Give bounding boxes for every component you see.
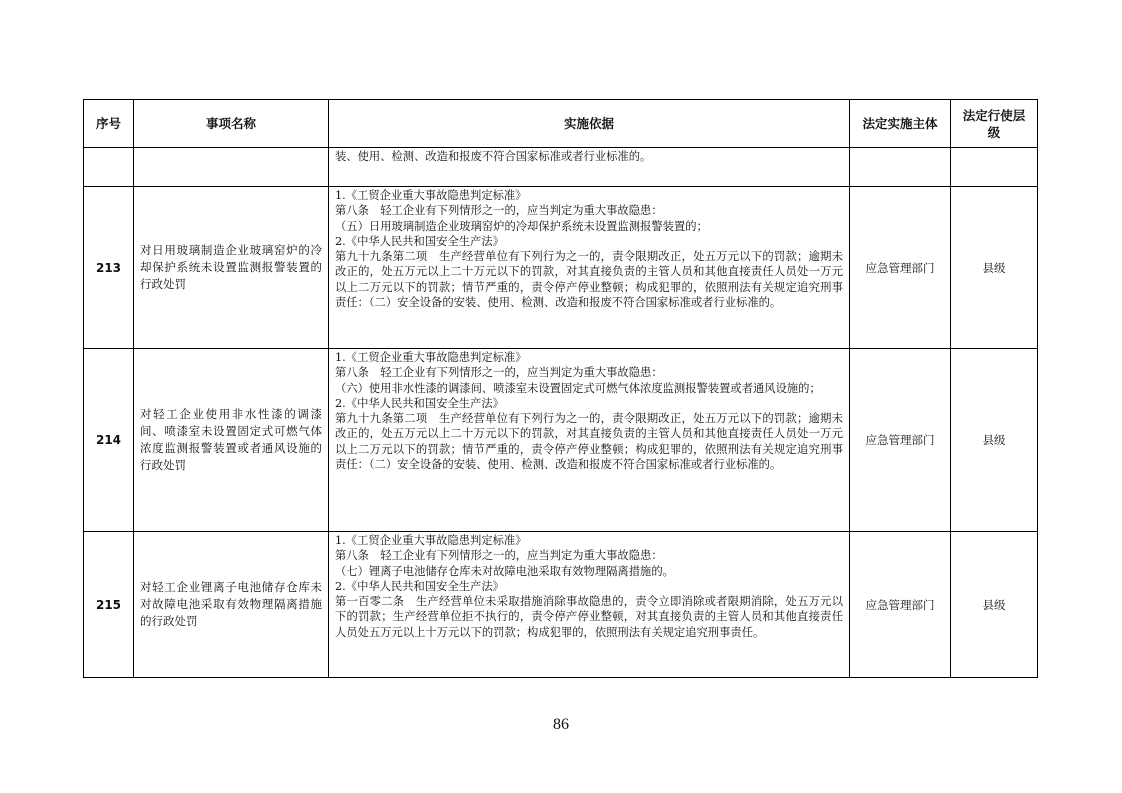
continuation-row — [84, 148, 1038, 187]
item-name: 对日用玻璃制造企业玻璃窑炉的冷却保护系统未设置监测报警装置的行政处罚 — [134, 187, 329, 349]
header-no: 序号 — [84, 100, 134, 148]
legal-basis — [329, 532, 850, 678]
header-subject: 法定实施主体 — [850, 100, 951, 148]
continuation-no-cell — [84, 148, 134, 187]
continuation-subject-cell — [850, 148, 951, 187]
basis-line: 第八条 轻工企业有下列情形之一的，应当判定为重大事故隐患： — [335, 204, 663, 218]
basis-line: 第九十九条第二项 生产经营单位有下列行为之一的，责令限期改正，处五万元以下的罚款；逾期未改正的，处五万元以上二十万元以下的罚款，对其直接负责的主管人员和其他直接责任人员处一万元以上二万元以下的罚款；情节严重的，责令停产停业整顿；构成犯罪的，依照刑法有关规定追究刑事责任：（二）安全设备的安装、使用、检测、改造和报废不符合国家标准或者行业标准的。 — [335, 250, 843, 310]
basis-line: 2.《中华人民共和国安全生产法》 — [335, 396, 504, 410]
enforcement-subject: 应急管理部门 — [850, 349, 951, 532]
basis-line: 第九十九条第二项 生产经营单位有下列行为之一的，责令限期改正，处五万元以下的罚款；逾期未改正的，处五万元以上二十万元以下的罚款，对其直接负责的主管人员和其他直接责任人员处一万元以上二万元以下的罚款；情节严重的，责令停产停业整顿；构成犯罪的，依照刑法有关规定追究刑事责任：（二）安全设备的安装、使用、检测、改造和报废不符合国家标准或者行业标准的。 — [335, 412, 843, 472]
table-row — [84, 349, 1038, 532]
table-row — [84, 532, 1038, 678]
basis-line: 1.《工贸企业重大事故隐患判定标准》 — [335, 189, 527, 202]
continuation-basis-cell — [329, 148, 850, 187]
basis-line: （六）使用非水性漆的调漆间、喷漆室未设置固定式可燃气体浓度监测报警装置或者通风设施的； — [335, 381, 821, 395]
enforcement-level: 县级 — [951, 532, 1038, 678]
item-name: 对轻工企业锂离子电池储存仓库未对故障电池采取有效物理隔离措施的行政处罚 — [134, 532, 329, 678]
continuation-level-cell — [951, 148, 1038, 187]
table-row — [84, 187, 1038, 349]
row-number: 215 — [84, 532, 134, 678]
row-number: 213 — [84, 187, 134, 349]
enforcement-subject: 应急管理部门 — [850, 187, 951, 349]
basis-line: 第八条 轻工企业有下列情形之一的，应当判定为重大事故隐患： — [335, 366, 663, 380]
page-number: 86 — [553, 716, 569, 733]
legal-basis — [329, 349, 850, 532]
header-basis: 实施依据 — [329, 100, 850, 148]
enforcement-level: 县级 — [951, 187, 1038, 349]
header-name: 事项名称 — [134, 100, 329, 148]
legal-basis — [329, 187, 850, 349]
basis-line: 2.《中华人民共和国安全生产法》 — [335, 579, 504, 593]
continuation-name-cell — [134, 148, 329, 187]
header-level: 法定行使层级 — [951, 100, 1038, 148]
basis-line: 1.《工贸企业重大事故隐患判定标准》 — [335, 534, 527, 547]
basis-line: 1.《工贸企业重大事故隐患判定标准》 — [335, 351, 527, 364]
enforcement-level: 县级 — [951, 349, 1038, 532]
enforcement-items-table — [83, 99, 1038, 678]
basis-line: 第一百零二条 生产经营单位未采取措施消除事故隐患的，责令立即消除或者限期消除，处五万元以下的罚款；生产经营单位拒不执行的，责令停产停业整顿，对其直接负责的主管人员和其他直接责任人员处五万元以上十万元以下的罚款；构成犯罪的，依照刑法有关规定追究刑事责任。 — [335, 595, 843, 639]
basis-line: （五）日用玻璃制造企业玻璃窑炉的冷却保护系统未设置监测报警装置的； — [335, 219, 708, 233]
enforcement-subject: 应急管理部门 — [850, 532, 951, 678]
basis-line: 2.《中华人民共和国安全生产法》 — [335, 234, 504, 248]
item-name: 对轻工企业使用非水性漆的调漆间、喷漆室未设置固定式可燃气体浓度监测报警装置或者通风设施的行政处罚 — [134, 349, 329, 532]
basis-line: （七）锂离子电池储存仓库未对故障电池采取有效物理隔离措施的。 — [335, 564, 674, 578]
row-number: 214 — [84, 349, 134, 532]
basis-line: 第八条 轻工企业有下列情形之一的，应当判定为重大事故隐患： — [335, 549, 663, 563]
continuation-text: 装、使用、检测、改造和报废不符合国家标准或者行业标准的。 — [335, 150, 652, 163]
table-header-row — [84, 100, 1038, 148]
